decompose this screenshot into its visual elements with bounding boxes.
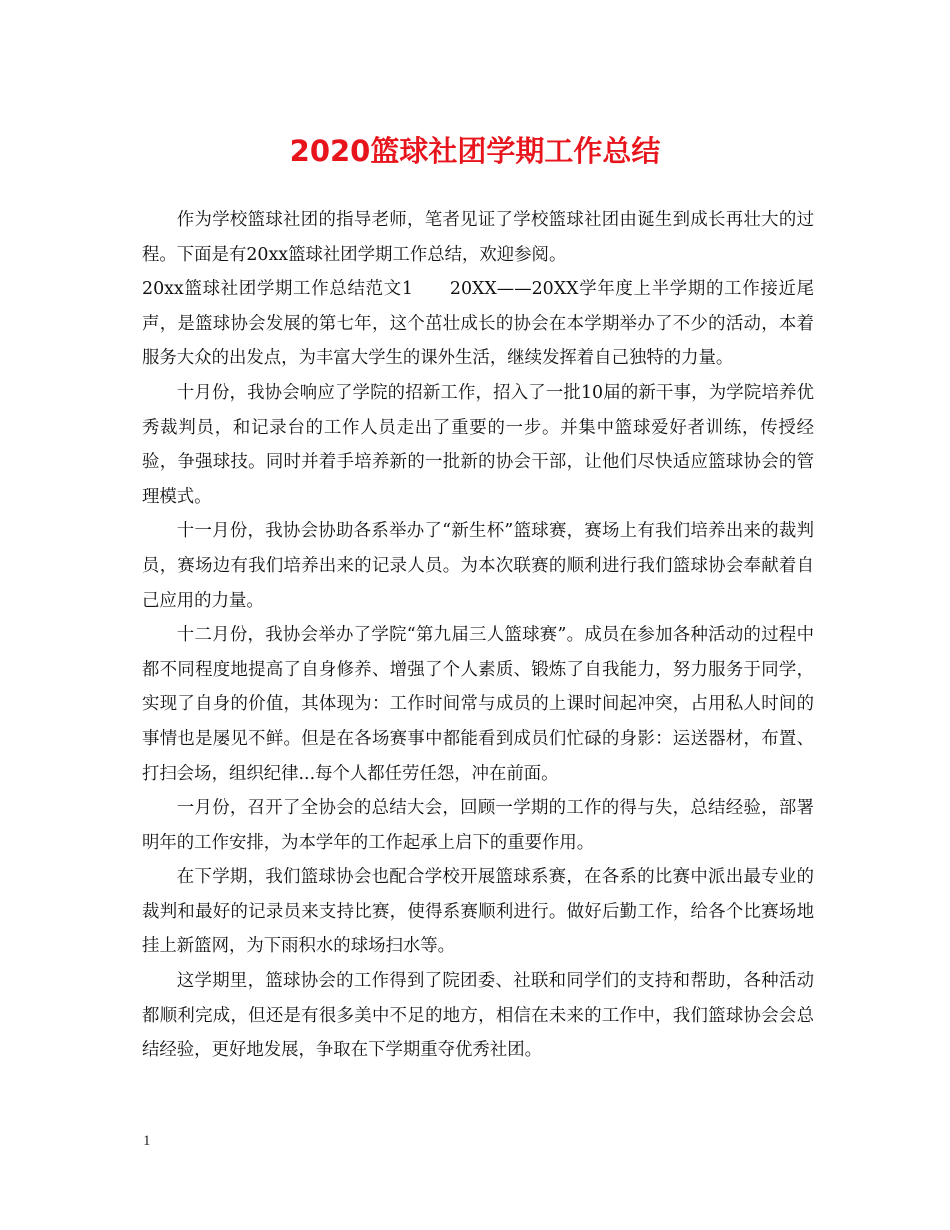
- document-title: 2020篮球社团学期工作总结: [289, 134, 661, 168]
- paragraph-sample-heading: 20xx篮球社团学期工作总结范文1 20XX——20XX学年度上半学期的工作接近尾声，是篮球协会发展的第七年，这个茁壮成长的协会在本学期举办了不少的活动，本着服务大众的出发点，为丰富大学生的课外生活，继续发挥着自己独特的力量。: [142, 279, 814, 369]
- page-number: 1: [143, 1133, 151, 1149]
- paragraph-november: 十一月份，我协会协助各系举办了“新生杯”篮球赛，赛场上有我们培养出来的裁判员，赛场边有我们培养出来的记录人员。为本次联赛的顺利进行我们篮球协会奉献着自己应用的力量。: [142, 521, 814, 611]
- paragraph-next-semester: 在下学期，我们篮球协会也配合学校开展篮球系赛，在各系的比赛中派出最专业的裁判和最好的记录员来支持比赛，使得系赛顺利进行。做好后勤工作，给各个比赛场地挂上新篮网，为下雨积水的球场扫水等。: [142, 867, 814, 957]
- paragraph-january: 一月份，召开了全协会的总结大会，回顾一学期的工作的得与失，总结经验，部署明年的工作安排，为本学年的工作起承上启下的重要作用。: [142, 798, 814, 853]
- paragraph-december: 十二月份，我协会举办了学院“第九届三人篮球赛”。成员在参加各种活动的过程中都不同程度地提高了自身修养、增强了个人素质、锻炼了自我能力，努力服务于同学，实现了自身的价值，其体现为：工作时间常与成员的上课时间起冲突，占用私人时间的事情也是屡见不鲜。但是在各场赛事中都能看到成员们忙碌的身影：运送器材，布置、打扫会场，组织纪律...每个人都任劳任怨，冲在前面。: [142, 625, 814, 784]
- paragraph-october: 十月份，我协会响应了学院的招新工作，招入了一批10届的新干事，为学院培养优秀裁判员，和记录台的工作人员走出了重要的一步。并集中篮球爱好者训练，传授经验，争强球技。同时并着手培养新的一批新的协会干部，让他们尽快适应篮球协会的管理模式。: [142, 382, 814, 507]
- paragraph-intro: 作为学校篮球社团的指导老师，笔者见证了学校篮球社团由诞生到成长再壮大的过程。下面是有20xx篮球社团学期工作总结，欢迎参阅。: [142, 210, 814, 265]
- paragraph-conclusion: 这学期里，篮球协会的工作得到了院团委、社联和同学们的支持和帮助，各种活动都顺利完成，但还是有很多美中不足的地方，相信在未来的工作中，我们篮球协会会总结经验，更好地发展，争取在下学期重夺优秀社团。: [142, 971, 814, 1061]
- document-body: [142, 203, 814, 1068]
